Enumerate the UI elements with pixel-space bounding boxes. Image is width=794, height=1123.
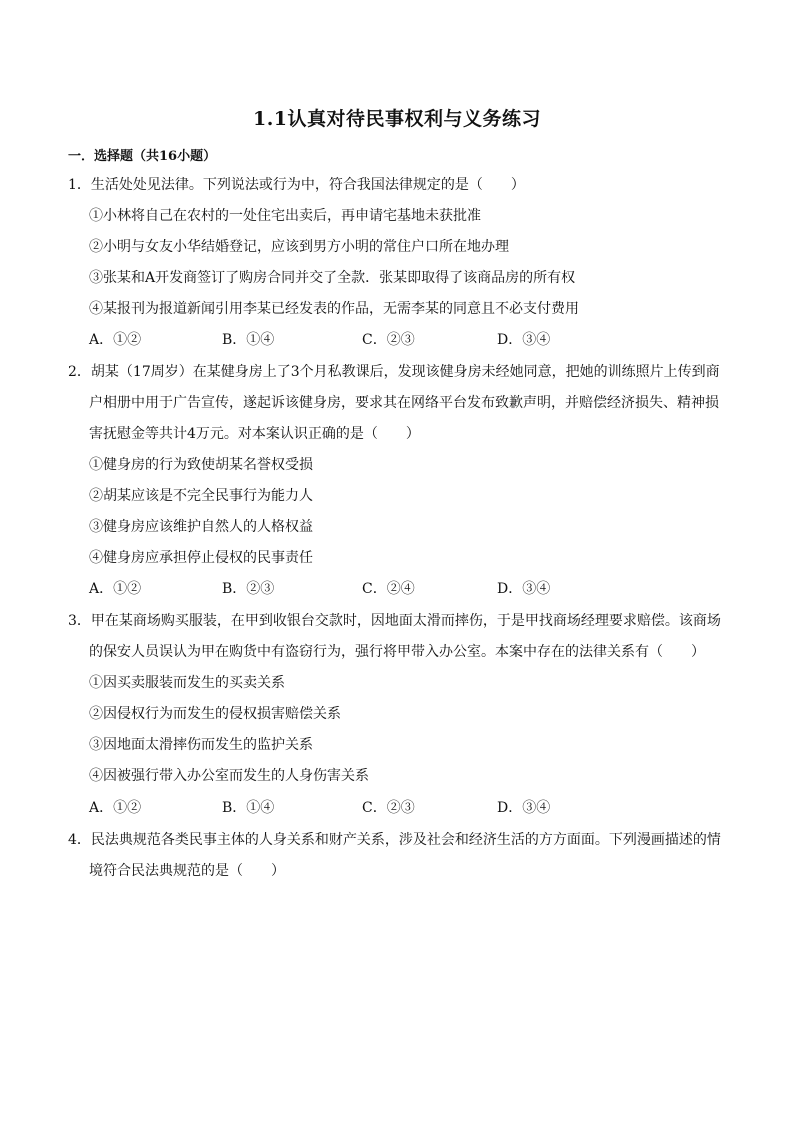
question-2-option-4: ④健身房应承担停止侵权的民事责任 [89, 550, 313, 566]
question-2-option-3: ③健身房应该维护自然人的人格权益 [89, 519, 313, 535]
question-3-choice-d: D．③④ [497, 800, 551, 816]
question-1-stem: 1．生活处处见法律。下列说法或行为中，符合我国法律规定的是（ ） [68, 177, 525, 193]
question-3-stem-line-2: 的保安人员误认为甲在购货中有盗窃行为，强行将甲带入办公室。本案中存在的法律关系有（ ） [89, 644, 705, 660]
question-1-choice-a: A．①② [89, 332, 142, 348]
section-heading: 一．选择题（共16小题） [68, 149, 217, 164]
question-2-stem-line-3: 害抚慰金等共计4万元。对本案认识正确的是（ ） [89, 426, 420, 442]
question-2-option-1: ①健身房的行为致使胡某名誉权受损 [89, 457, 313, 473]
question-1-choice-d: D．③④ [497, 332, 551, 348]
question-1-choice-b: B．①④ [222, 332, 275, 348]
question-3-choice-a: A．①② [89, 800, 142, 816]
question-1-choice-c: C．②③ [362, 332, 415, 348]
question-3-option-4: ④因被强行带入办公室而发生的人身伤害关系 [89, 768, 369, 784]
question-2-stem-line-1: 2．胡某（17周岁）在某健身房上了3个月私教课后，发现该健身房未经她同意，把她的训练照片上传到商 [68, 364, 720, 380]
question-1-option-2: ②小明与女友小华结婚登记，应该到男方小明的常住户口所在地办理 [89, 239, 509, 255]
question-1-option-3: ③张某和A开发商签订了购房合同并交了全款．张某即取得了该商品房的所有权 [89, 270, 576, 286]
question-3-stem-line-1: 3．甲在某商场购买服装，在甲到收银台交款时，因地面太滑而摔伤，于是甲找商场经理要求赔偿。该商场 [68, 613, 721, 629]
question-2-option-2: ②胡某应该是不完全民事行为能力人 [89, 488, 313, 504]
question-3-option-3: ③因地面太滑摔伤而发生的监护关系 [89, 737, 313, 753]
question-2-choice-a: A．①② [89, 581, 142, 597]
question-2-choice-d: D．③④ [497, 581, 551, 597]
question-3-option-1: ①因买卖服装而发生的买卖关系 [89, 675, 285, 691]
question-4-stem-line-2: 境符合民法典规范的是（ ） [89, 863, 285, 879]
question-4-stem-line-1: 4．民法典规范各类民事主体的人身关系和财产关系，涉及社会和经济生活的方方面面。下列漫画描述的情 [68, 832, 721, 848]
question-2-choice-b: B．②③ [222, 581, 275, 597]
question-1-option-4: ④某报刊为报道新闻引用李某已经发表的作品，无需李某的同意且不必支付费用 [89, 301, 579, 317]
question-3-option-2: ②因侵权行为而发生的侵权损害赔偿关系 [89, 706, 341, 722]
question-2-stem-line-2: 户相册中用于广告宣传，遂起诉该健身房，要求其在网络平台发布致歉声明，并赔偿经济损失、精神损 [89, 395, 719, 411]
question-2-choice-c: C．②④ [362, 581, 415, 597]
question-1-option-1: ①小林将自己在农村的一处住宅出卖后，再申请宅基地未获批准 [89, 208, 481, 224]
page-title: 1.1认真对待民事权利与义务练习 [252, 108, 542, 130]
question-3-choice-c: C．②③ [362, 800, 415, 816]
question-3-choice-b: B．①④ [222, 800, 275, 816]
